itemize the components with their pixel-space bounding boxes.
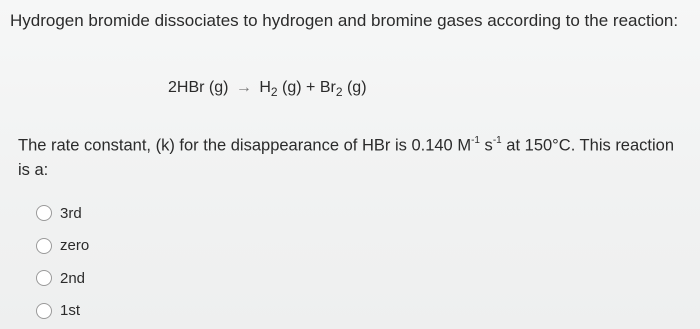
option-label: 3rd <box>60 204 82 222</box>
option-label: zero <box>60 237 90 255</box>
rate-text-before: The rate constant, (k) for the disappearance of HBr is 0.140 M <box>18 136 472 155</box>
radio-button-icon[interactable] <box>36 205 52 221</box>
reaction-equation <box>168 77 367 99</box>
rate-exponent-m: -1 <box>471 135 480 146</box>
equation-subscript-br: 2 <box>335 85 343 99</box>
radio-button-icon[interactable] <box>36 238 52 254</box>
answer-option[interactable] <box>36 230 89 263</box>
answer-option[interactable] <box>36 197 89 230</box>
equation-product-mid: (g) + Br <box>277 79 336 96</box>
equation-product-end: (g) <box>342 79 367 96</box>
question-intro: Hydrogen bromide dissociates to hydrogen and bromine gases according to the reaction: <box>10 11 679 30</box>
rate-text-mid: s <box>479 136 493 155</box>
answer-option[interactable] <box>36 262 89 295</box>
option-label: 1st <box>60 302 81 320</box>
equation-subscript-h: 2 <box>270 85 278 99</box>
answer-options <box>36 197 89 327</box>
equation-product-h: H <box>259 79 271 96</box>
radio-button-icon[interactable] <box>36 303 52 319</box>
rate-exponent-s: -1 <box>492 135 502 146</box>
option-label: 2nd <box>60 269 86 287</box>
answer-option[interactable] <box>36 295 89 328</box>
rate-text-after: at 150°C. This reaction is a: <box>18 136 675 179</box>
rate-statement <box>18 130 688 182</box>
reaction-arrow-icon: → <box>235 79 252 96</box>
radio-button-icon[interactable] <box>36 270 52 286</box>
equation-reactant: 2HBr (g) <box>168 79 229 96</box>
